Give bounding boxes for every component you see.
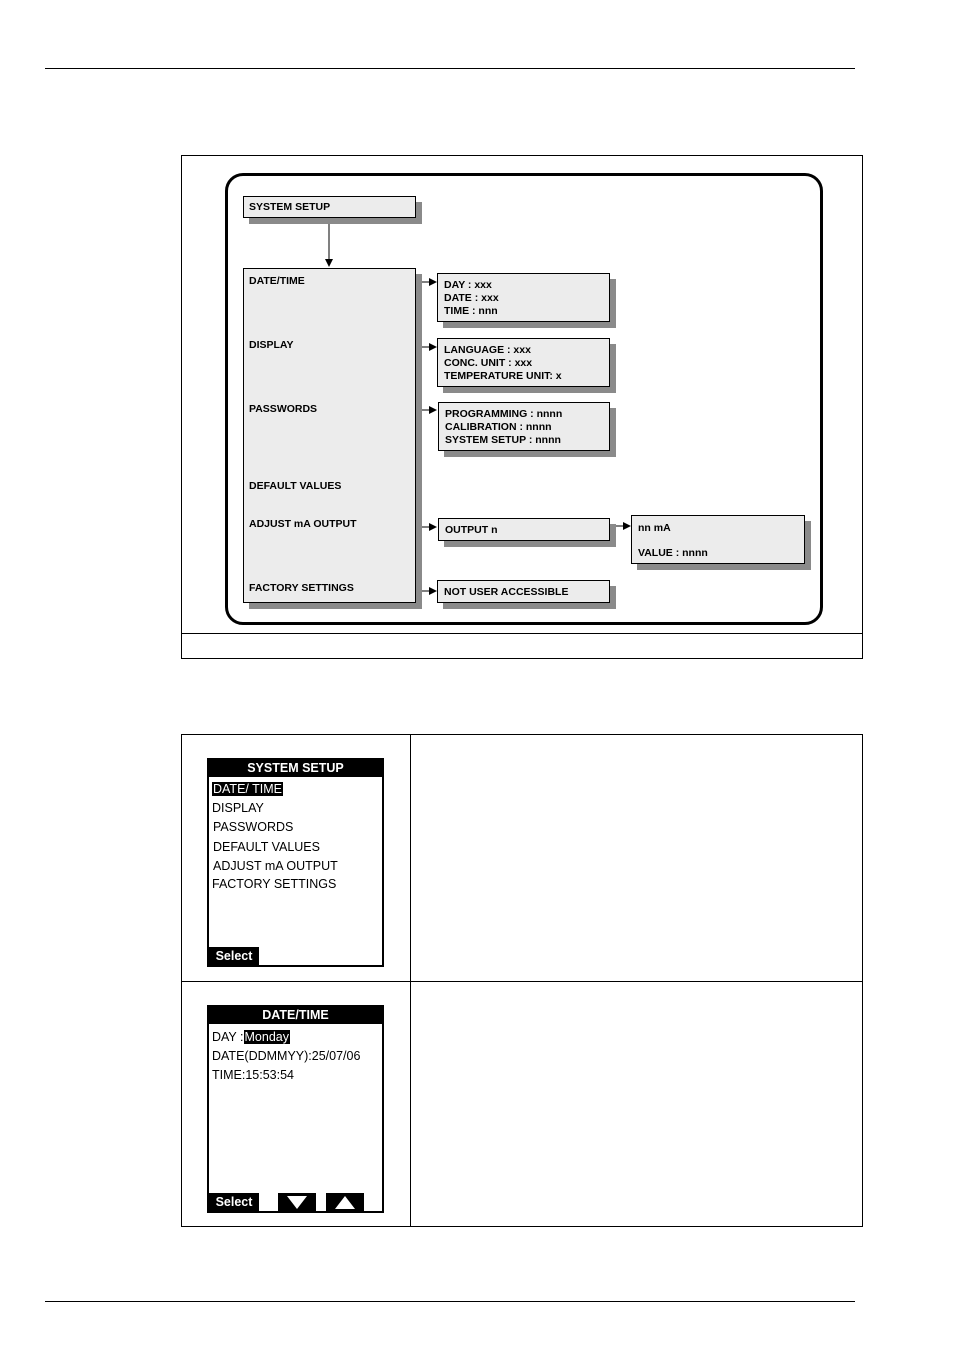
display-detail-box <box>437 338 610 387</box>
system-setup-root-box <box>243 196 416 218</box>
screen-item-date-time-label: DATE/ TIME <box>213 782 282 796</box>
detail-date: DATE : xxx <box>444 292 499 304</box>
menu-column-box <box>243 268 416 603</box>
footer-rule <box>45 1301 855 1302</box>
up-triangle-icon <box>326 1193 364 1211</box>
detail-nn-ma: nn mA <box>638 522 671 534</box>
date-time-screen <box>207 1005 384 1213</box>
menu-label-adjust-ma: ADJUST mA OUTPUT <box>249 518 357 530</box>
day-label: DAY : <box>212 1030 244 1044</box>
detail-time: TIME : nnn <box>444 305 498 317</box>
menu-label-default-values: DEFAULT VALUES <box>249 480 342 492</box>
detail-conc-unit: CONC. UNIT : xxx <box>444 357 533 369</box>
ma-value-box <box>631 515 805 564</box>
detail-language: LANGUAGE : xxx <box>444 344 531 356</box>
menu-label-factory: FACTORY SETTINGS <box>249 582 354 594</box>
table-row-divider <box>182 981 862 982</box>
detail-programming: PROGRAMMING : nnnn <box>445 408 563 420</box>
menu-label-display: DISPLAY <box>249 339 294 351</box>
detail-calibration: CALIBRATION : nnnn <box>445 421 552 433</box>
screen-day-row <box>212 1030 290 1044</box>
detail-output-n: OUTPUT n <box>445 524 498 536</box>
passwords-detail-box <box>438 402 610 451</box>
detail-temperature-unit: TEMPERATURE UNIT: x <box>444 370 562 382</box>
screen-item-passwords[interactable]: PASSWORDS <box>213 820 294 834</box>
down-triangle-icon <box>278 1193 316 1211</box>
menu-label-date-time: DATE/TIME <box>249 275 305 287</box>
detail-day: DAY : xxx <box>444 279 492 291</box>
up-button[interactable] <box>326 1193 364 1211</box>
select-softkey[interactable]: Select <box>209 947 259 965</box>
screen-title: DATE/TIME <box>209 1007 382 1024</box>
menu-label-passwords: PASSWORDS <box>249 403 318 415</box>
detail-value: VALUE : nnnn <box>638 547 708 559</box>
day-value[interactable]: Monday <box>244 1030 289 1044</box>
screen-item-default-values[interactable]: DEFAULT VALUES <box>213 840 320 854</box>
screen-item-factory[interactable]: FACTORY SETTINGS <box>212 877 337 891</box>
select-softkey[interactable]: Select <box>209 1193 259 1211</box>
root-label: SYSTEM SETUP <box>249 201 331 213</box>
down-button[interactable] <box>278 1193 316 1211</box>
date-time-detail-box <box>437 273 610 322</box>
detail-system-setup: SYSTEM SETUP : nnnn <box>445 434 561 446</box>
screen-title: SYSTEM SETUP <box>209 760 382 777</box>
output-n-box <box>438 518 610 541</box>
screen-time-row: TIME:15:53:54 <box>212 1068 294 1082</box>
system-setup-screen <box>207 758 384 967</box>
factory-detail-box <box>437 580 610 603</box>
screen-item-date-time[interactable] <box>212 782 283 796</box>
screen-item-display[interactable]: DISPLAY <box>212 801 264 815</box>
screen-item-adjust-ma[interactable]: ADJUST mA OUTPUT <box>213 859 338 873</box>
detail-not-user-accessible: NOT USER ACCESSIBLE <box>444 586 569 598</box>
screen-date-row: DATE(DDMMYY):25/07/06 <box>212 1049 361 1063</box>
